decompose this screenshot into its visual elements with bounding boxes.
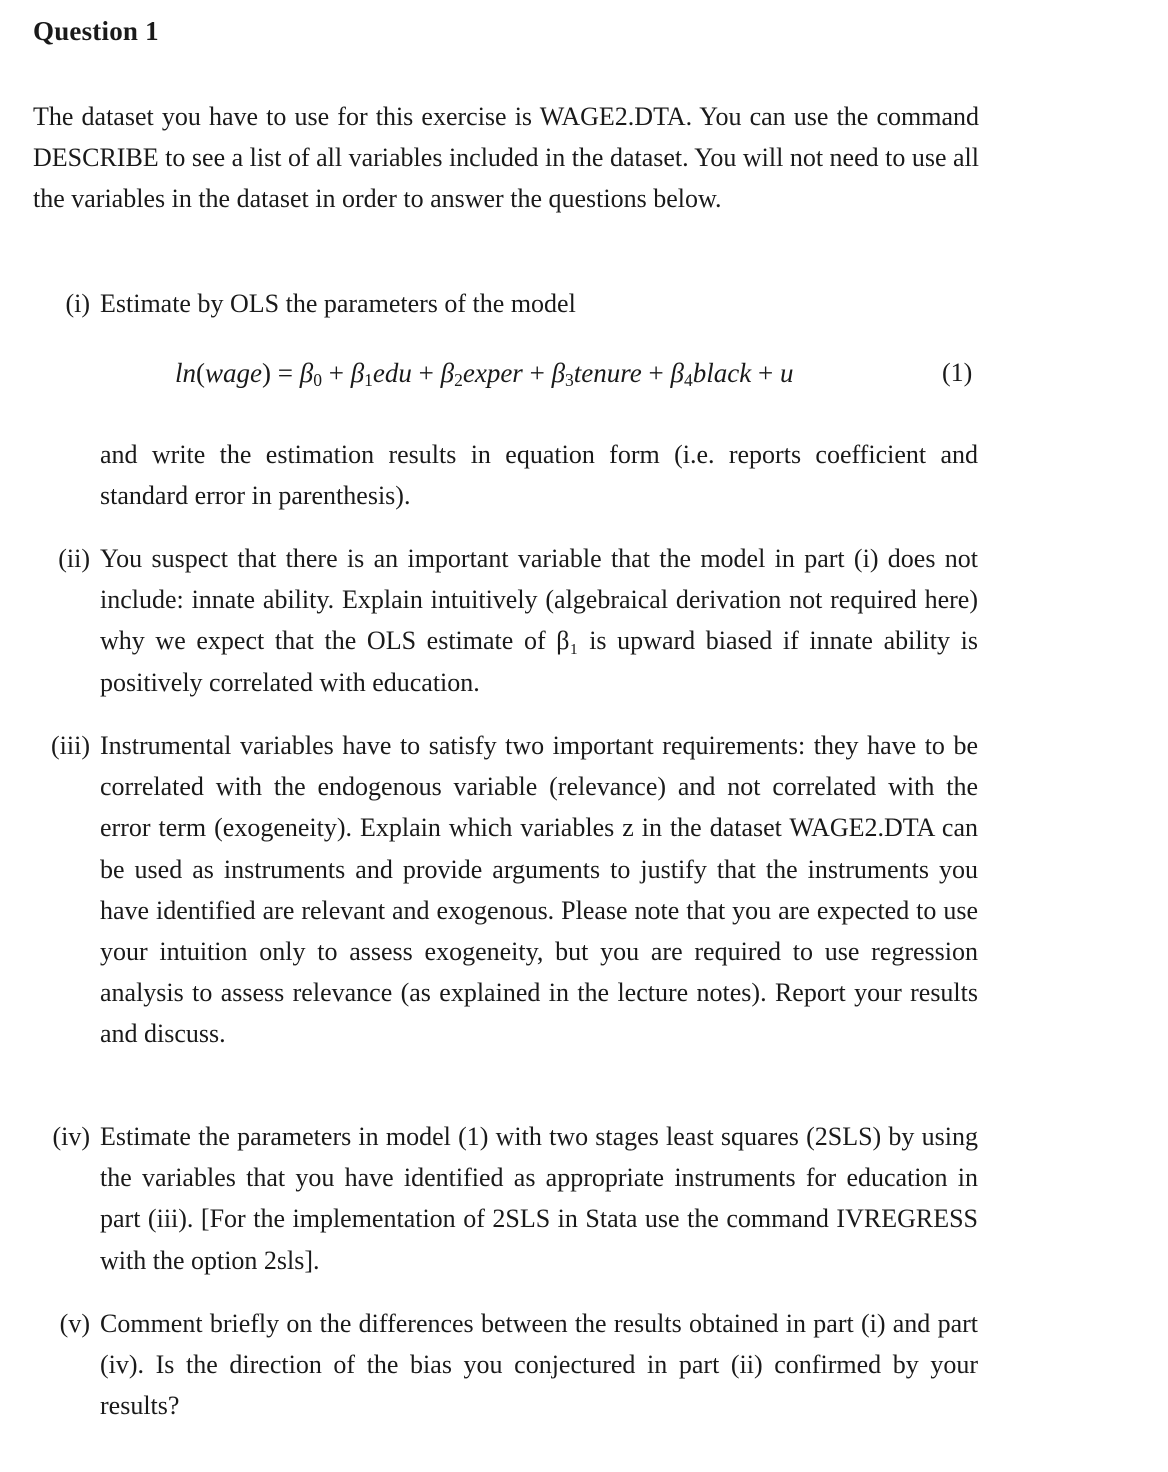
model-equation: ln(wage) = $\beta_0 + \beta_1edu$ + $\beta_2exper$ + $\beta_3tenure$ + $\beta_4black + u$ xyxy=(175,358,794,390)
question-heading: Question 1 xyxy=(33,16,159,46)
item-text: and write the estimation results in equation form (i.e. reports coefficient and standard error in parenthesis). xyxy=(100,440,978,511)
eq-plus: + xyxy=(648,358,664,388)
item-text: Instrumental variables have to satisfy two important requirements: they have to be correlated with the endogenous variable (relevance) and not correlated with the error term (exogeneity). Explain which variables z in the dataset WAGE2.DTA can be used as instruments and provide arguments to justify that the instruments you have identified are relevant and exogenous. Please note that you are expected to use your intuition only to assess exogeneity, but you are required to use regression analysis to assess relevance (as explained in the lecture notes). Report your results and discuss. xyxy=(100,731,978,1049)
eq-plus: + xyxy=(529,358,545,388)
eq-plus: + xyxy=(757,358,774,388)
eq-var-tenure: tenure xyxy=(573,358,642,388)
eq-var-black: black xyxy=(692,358,752,388)
eq-beta: β xyxy=(670,358,684,388)
eq-beta: β xyxy=(299,358,314,388)
intro-paragraph: The dataset you have to use for this exercise is WAGE2.DTA. You can use the command DESCRIBE to see a list of all variables included in the dataset. You will not need to use all the variables in the dataset in order to answer the questions below. xyxy=(33,102,979,214)
item-label: (iii) xyxy=(51,731,90,760)
item-label: (v) xyxy=(59,1309,90,1338)
item-text: Estimate by OLS the parameters of the model xyxy=(100,289,576,318)
eq-beta: β xyxy=(551,358,566,388)
eq-ln: ln xyxy=(175,358,197,388)
equation-number: ( 1 ) xyxy=(942,358,972,388)
eq-equals: = xyxy=(277,358,293,388)
eq-beta: β xyxy=(440,358,455,388)
eq-beta: β xyxy=(350,358,365,388)
eq-var-exper: exper xyxy=(462,358,523,388)
item-text: Comment briefly on the differences between the results obtained in part (i) and part (iv). Is the direction of the bias you conjectured in part (ii) confirmed by your results? xyxy=(100,1309,978,1421)
eq-var-edu: edu xyxy=(372,358,412,388)
eq-sub: 4 xyxy=(683,370,693,390)
eq-wage: wage xyxy=(205,358,263,388)
item-label: (i) xyxy=(65,289,90,318)
item-label: (ii) xyxy=(58,544,90,573)
item-text: You suspect that there is an important variable that the model in part (i) does not include: innate ability. Explain intuitively (algebraical derivation not required here) why we expect that the OLS estimate of β₁ is upward biased if innate ability is positively correlated with education. xyxy=(100,544,978,697)
eq-sub: 3 xyxy=(565,370,574,390)
eq-plus: + xyxy=(328,358,344,388)
eq-sub: 0 xyxy=(313,370,322,390)
item-text: Estimate the parameters in model (1) with two stages least squares (2SLS) by using the variables that you have identified as appropriate instruments for education in part (iii). [For the implementation of 2SLS in Stata use the command IVREGRESS with the option 2sls]. xyxy=(100,1122,978,1275)
eq-sub: 1 xyxy=(364,370,373,390)
eq-sub: 2 xyxy=(454,370,463,390)
eq-plus: + xyxy=(418,358,434,388)
eq-error-term: u xyxy=(779,358,794,388)
item-label: (iv) xyxy=(52,1122,90,1151)
